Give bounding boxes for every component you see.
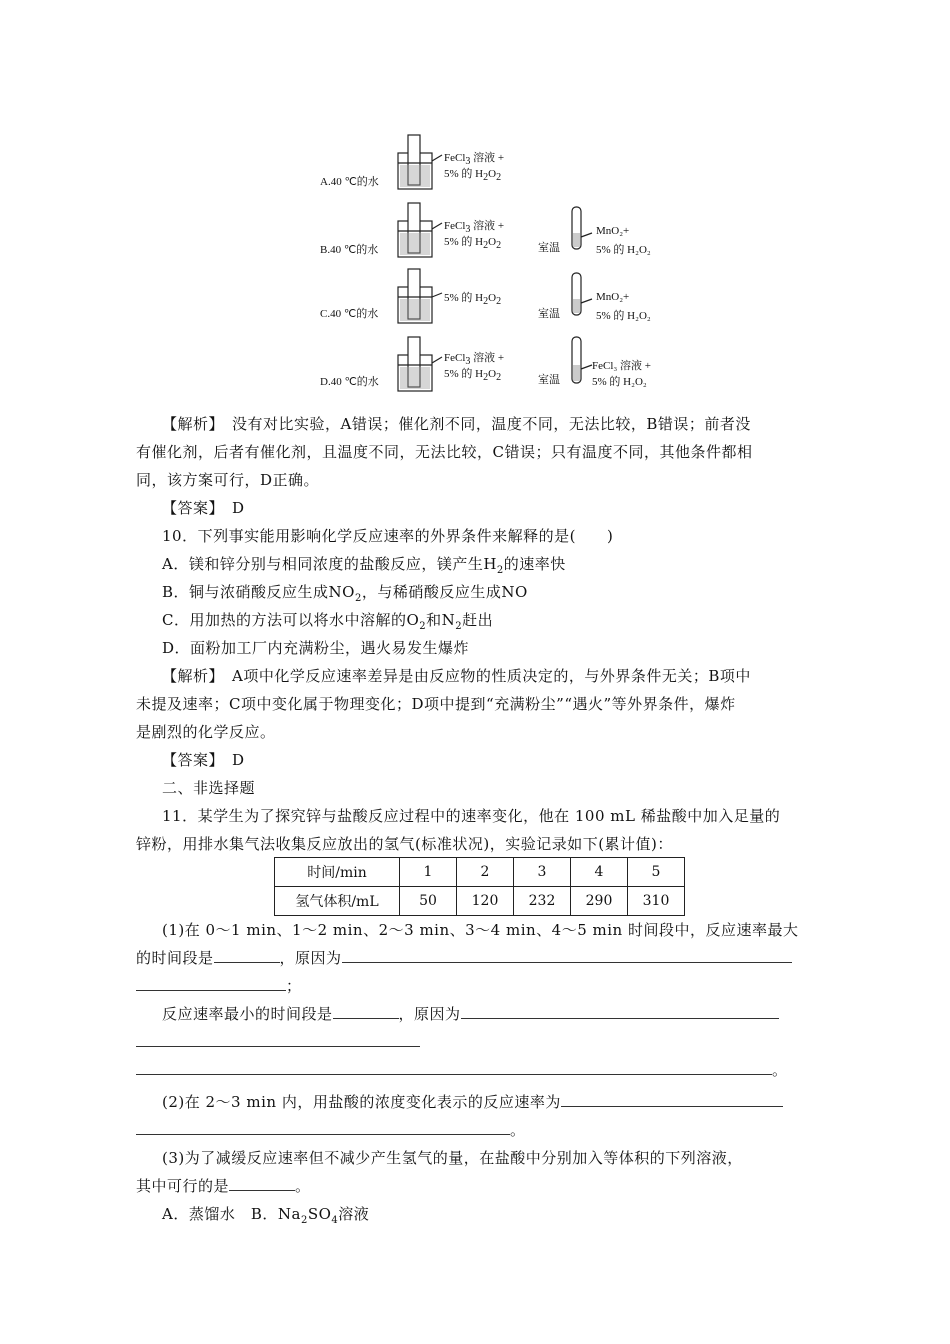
answer-blank[interactable] — [136, 1118, 510, 1135]
answer-blank[interactable] — [136, 1030, 420, 1047]
row-a-reagent-1: FeCl$_3$ 溶液 + — [444, 152, 505, 168]
answer-blank[interactable] — [136, 974, 286, 991]
answer-blank[interactable] — [333, 1002, 399, 1019]
q11-part3-line-1: (3)为了减缓反应速率但不减少产生氢气的量，在盐酸中分别加入等体积的下列溶液， — [162, 1149, 743, 1167]
row-d-right-reagent-2: 5% 的 H₂O₂ — [592, 376, 647, 388]
q11-part1-line-3: ； — [136, 974, 302, 998]
q9-answer: 【答案】 D — [162, 499, 245, 517]
q9-analysis-line-3: 同，该方案可行，D正确。 — [136, 471, 320, 489]
q9-analysis-line-1: 【解析】 没有对比实验，A错误；催化剂不同，温度不同，无法比较，B错误；前者没 — [162, 415, 751, 433]
table-cell: 2 — [457, 858, 514, 887]
row-c-right-reagent-1: MnO₂+ — [596, 291, 630, 303]
row-c-right-label: 室温 — [538, 308, 560, 320]
row-a-label: A.40 ℃的水 — [320, 176, 379, 188]
q11-part1-line-1: (1)在 0～1 min、1～2 min、2～3 min、3～4 min、4～5 min 时间段中，反应速率最大 — [162, 921, 799, 939]
q11-part3-line-2: 其中可行的是 。 — [136, 1174, 311, 1198]
q11-part1-line-5 — [136, 1030, 420, 1054]
q10-option-a: A．镁和锌分别与相同浓度的盐酸反应，镁产生$H_2$的速率快 — [162, 555, 566, 576]
table-cell: 5 — [628, 858, 685, 887]
row-d-label: D.40 ℃的水 — [320, 376, 379, 388]
row-c-right-reagent-2: 5% 的 H₂O₂ — [596, 310, 651, 322]
q11-part1-line-2: 的时间段是 ，原因为 — [136, 946, 792, 970]
answer-blank[interactable] — [342, 946, 792, 963]
row-b-right-label: 室温 — [538, 242, 560, 254]
table-header-cell: 时间/min — [275, 858, 400, 887]
q10-option-d: D．面粉加工厂内充满粉尘，遇火易发生爆炸 — [162, 639, 470, 657]
row-b-reagent-2: 5% 的 $H_2O_2$ — [444, 236, 502, 252]
answer-blank[interactable] — [136, 1058, 772, 1075]
hydrogen-volume-table — [274, 857, 685, 916]
q11-part2-line-1: (2)在 2～3 min 内，用盐酸的浓度变化表示的反应速率为 — [162, 1090, 783, 1114]
table-cell: 232 — [514, 887, 571, 916]
row-b-label: B.40 ℃的水 — [320, 244, 379, 256]
answer-blank[interactable] — [561, 1090, 783, 1107]
q10-answer: 【答案】 D — [162, 751, 245, 769]
row-b-right-reagent-2: 5% 的 H₂O₂ — [596, 244, 651, 256]
row-d-right-label: 室温 — [538, 374, 560, 386]
q11-part1-line-4: 反应速率最小的时间段是 ，原因为 — [162, 1002, 779, 1026]
table-cell: 290 — [571, 887, 628, 916]
table-header-cell: 氢气体积/mL — [275, 887, 400, 916]
q9-analysis-line-2: 有催化剂，后者有催化剂，且温度不同，无法比较，C错误；只有温度不同，其他条件都相 — [136, 443, 753, 461]
q11-part2-line-2: 。 — [136, 1118, 526, 1142]
q10-analysis-line-2: 未提及速率；C项中变化属于物理变化；D项中提到“充满粉尘”“遇火”等外界条件，爆炸 — [136, 695, 736, 713]
table-cell: 4 — [571, 858, 628, 887]
answer-blank[interactable] — [214, 946, 280, 963]
answer-blank[interactable] — [461, 1002, 779, 1019]
q10-analysis-line-1: 【解析】 A项中化学反应速率差异是由反应物的性质决定的，与外界条件无关；B项中 — [162, 667, 751, 685]
row-d-reagent-1: FeCl$_3$ 溶液 + — [444, 352, 505, 368]
row-b-reagent-1: FeCl$_3$ 溶液 + — [444, 220, 505, 236]
q10-stem: 10．下列事实能用影响化学反应速率的外界条件来解释的是( ) — [162, 527, 614, 545]
table-row — [275, 887, 685, 916]
q10-option-b: B．铜与浓硝酸反应生成$NO_2$，与稀硝酸反应生成NO — [162, 583, 528, 604]
row-a-reagent-2: 5% 的 $H_2O_2$ — [444, 168, 502, 184]
table-cell: 1 — [400, 858, 457, 887]
q10-analysis-line-3: 是剧烈的化学反应。 — [136, 723, 276, 741]
q10-option-c: C．用加热的方法可以将水中溶解的$O_2$和$N_2$赶出 — [162, 611, 494, 632]
q11-part1-line-6: 。 — [136, 1058, 788, 1082]
row-b-right-reagent-1: MnO₂+ — [596, 225, 630, 237]
table-cell: 50 — [400, 887, 457, 916]
row-c-reagent-2: 5% 的 $H_2O_2$ — [444, 292, 502, 308]
experiment-figure — [320, 125, 680, 395]
row-d-reagent-2: 5% 的 $H_2O_2$ — [444, 368, 502, 384]
table-cell: 3 — [514, 858, 571, 887]
q11-stem-line-1: 11．某学生为了探究锌与盐酸反应过程中的速率变化，他在 100 mL 稀盐酸中加入足量的 — [162, 807, 781, 825]
answer-blank[interactable] — [229, 1174, 295, 1191]
table-cell: 120 — [457, 887, 514, 916]
table-cell: 310 — [628, 887, 685, 916]
q11-part3-options: A．蒸馏水 B．$Na_2SO_4$溶液 — [162, 1205, 370, 1226]
row-d-right-reagent-1: FeCl₃ 溶液 + — [592, 360, 651, 372]
q11-stem-line-2: 锌粉，用排水集气法收集反应放出的氢气(标准状况)，实验记录如下(累计值)： — [136, 835, 673, 853]
table-row — [275, 858, 685, 887]
row-c-label: C.40 ℃的水 — [320, 308, 379, 320]
section-heading: 二、非选择题 — [162, 779, 256, 797]
